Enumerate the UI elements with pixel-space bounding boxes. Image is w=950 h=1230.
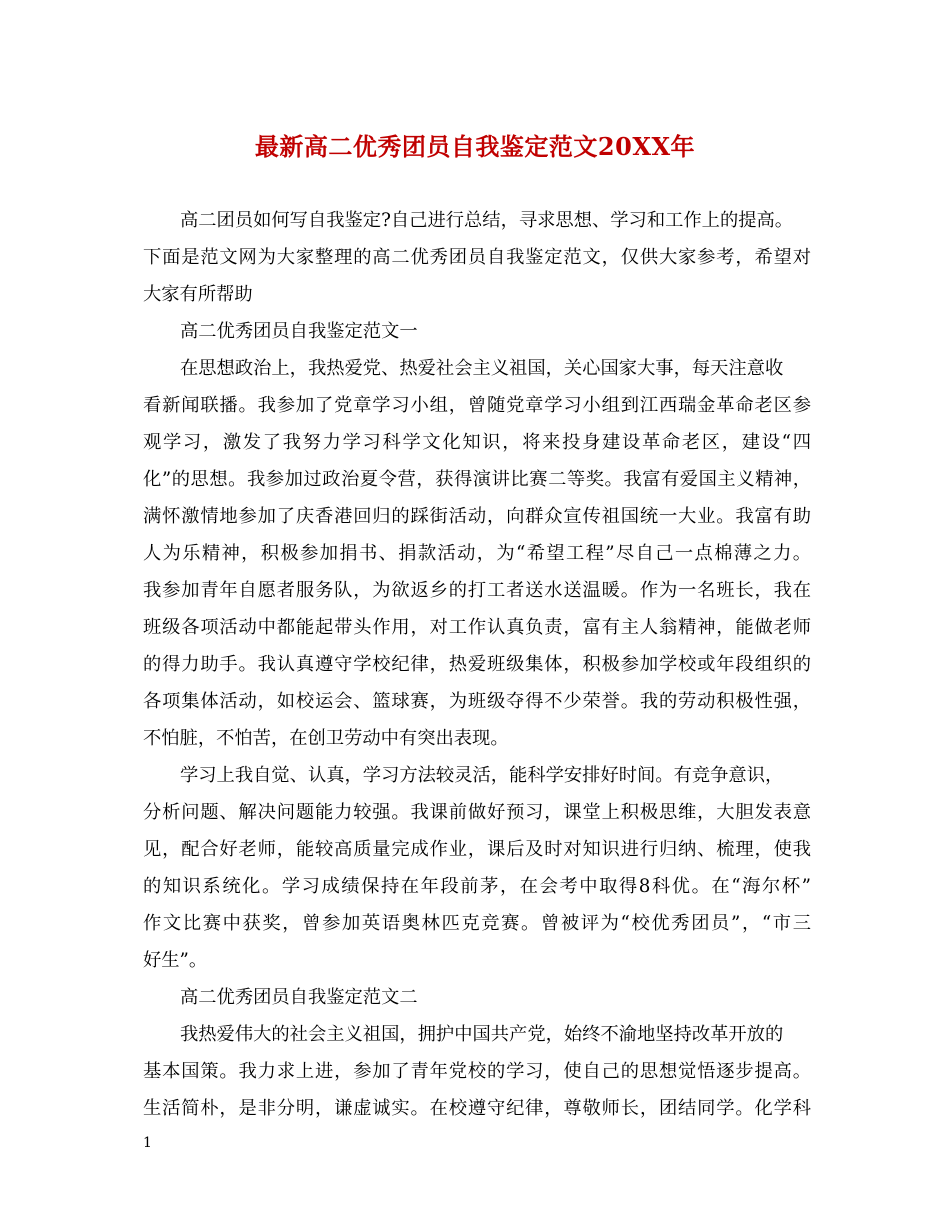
text-line: 各项集体活动，如校运会、篮球赛，为班级夺得不少荣誉。我的劳动积极性强， xyxy=(143,691,811,712)
text-line: 的得力助手。我认真遵守学校纪律，热爱班级集体，积极参加学校或年段组织的 xyxy=(143,654,811,675)
text-line: 化”的思想。我参加过政治夏令营，获得演讲比赛二等奖。我富有爱国主义精神， xyxy=(143,469,811,490)
text-line: 好生”。 xyxy=(143,950,208,971)
text-line: 的知识系统化。学习成绩保持在年段前茅，在会考中取得8科优。在“海尔杯” xyxy=(143,876,811,897)
text-line: 见，配合好老师，能较高质量完成作业，课后及时对知识进行归纳、梳理，使我 xyxy=(143,839,811,860)
page-number: 1 xyxy=(143,1135,152,1151)
section-heading: 高二优秀团员自我鉴定范文一 xyxy=(180,321,418,342)
text-line: 学习上我自觉、认真，学习方法较灵活，能科学安排好时间。有竞争意识， xyxy=(180,765,784,786)
text-line: 我参加青年自愿者服务队，为欲返乡的打工者送水送温暖。作为一名班长，我在 xyxy=(143,580,811,601)
text-line: 下面是范文网为大家整理的高二优秀团员自我鉴定范文，仅供大家参考，希望对 xyxy=(143,247,811,268)
text-line: 在思想政治上，我热爱党、热爱社会主义祖国，关心国家大事，每天注意收 xyxy=(180,358,784,379)
text-line: 生活简朴，是非分明，谦虚诚实。在校遵守纪律，尊敬师长，团结同学。化学科 xyxy=(143,1098,811,1119)
text-line: 不怕脏，不怕苦，在创卫劳动中有突出表现。 xyxy=(143,728,509,749)
document-body xyxy=(143,202,811,1127)
text-line: 看新闻联播。我参加了党章学习小组，曾随党章学习小组到江西瑞金革命老区参 xyxy=(143,395,811,416)
text-line: 观学习，激发了我努力学习科学文化知识，将来投身建设革命老区，建设“四 xyxy=(143,432,811,453)
text-line: 基本国策。我力求上进，参加了青年党校的学习，使自己的思想觉悟逐步提高。 xyxy=(143,1061,811,1082)
text-line: 人为乐精神，积极参加捐书、捐款活动，为“希望工程”尽自己一点棉薄之力。 xyxy=(143,543,811,564)
text-line: 分析问题、解决问题能力较强。我课前做好预习，课堂上积极思维，大胆发表意 xyxy=(143,802,811,823)
text-line: 班级各项活动中都能起带头作用，对工作认真负责，富有主人翁精神，能做老师 xyxy=(143,617,811,638)
text-line: 我热爱伟大的社会主义祖国，拥护中国共产党，始终不渝地坚持改革开放的 xyxy=(180,1024,784,1045)
text-line: 作文比赛中获奖，曾参加英语奥林匹克竞赛。曾被评为“校优秀团员”，“市三 xyxy=(143,913,811,934)
document-title: 最新高二优秀团员自我鉴定范文20XX年 xyxy=(254,132,696,161)
text-line: 满怀激情地参加了庆香港回归的踩街活动，向群众宣传祖国统一大业。我富有助 xyxy=(143,506,811,527)
text-line: 大家有所帮助 xyxy=(143,284,253,305)
section-heading: 高二优秀团员自我鉴定范文二 xyxy=(180,987,418,1008)
text-line: 高二团员如何写自我鉴定?自己进行总结，寻求思想、学习和工作上的提高。 xyxy=(180,210,794,231)
